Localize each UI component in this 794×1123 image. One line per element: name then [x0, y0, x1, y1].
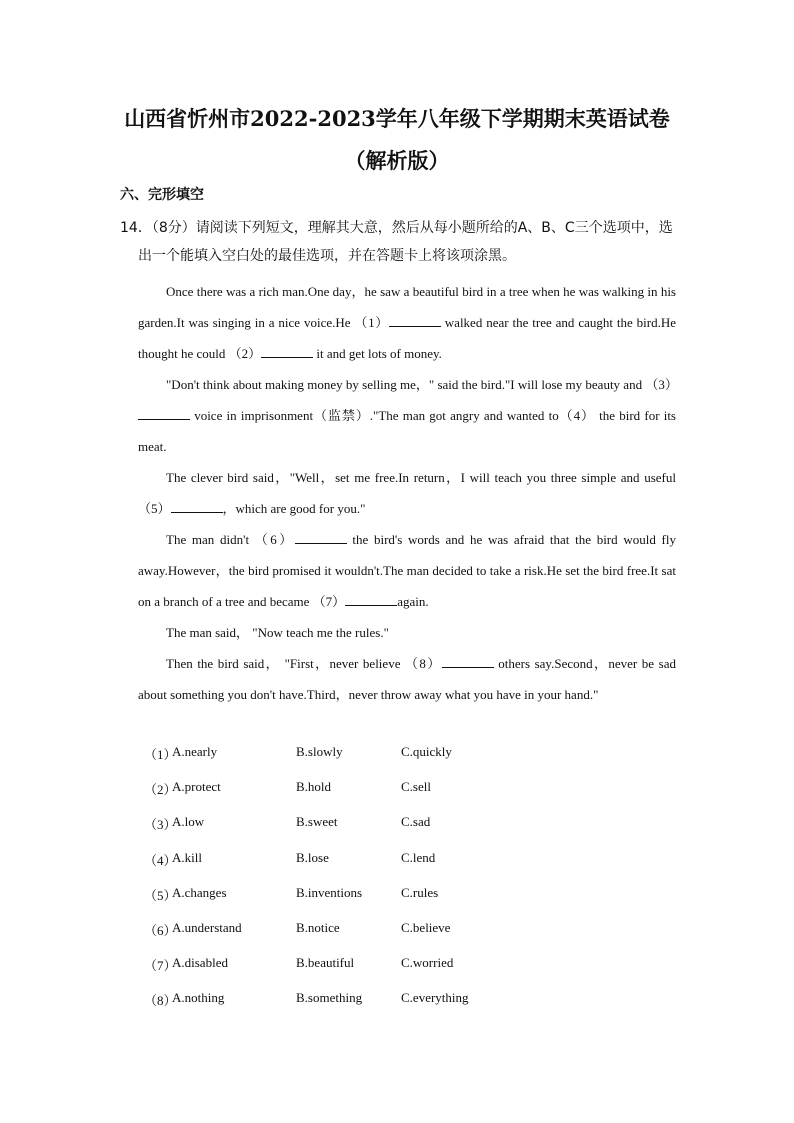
option-b: B.notice: [296, 919, 340, 935]
paragraph-text: The man said， "Now teach me the rules.": [166, 625, 389, 640]
option-b: B.beautiful: [296, 955, 355, 971]
option-number: （8）: [144, 993, 177, 1009]
option-c: C.believe: [401, 919, 451, 935]
option-b: B.something: [296, 990, 363, 1006]
section-heading: 六、完形填空: [120, 187, 204, 203]
option-number: （6）: [144, 922, 177, 938]
paragraph: [138, 369, 676, 462]
paragraph-text: others say.Second，never be sad about something you don't have.Third，never throw away what you have in your hand.": [138, 656, 676, 702]
option-number: （4）: [144, 852, 177, 868]
paragraph: [138, 524, 676, 617]
paragraph-text: ，which are good for you.": [222, 501, 366, 516]
question-header: [120, 214, 676, 270]
paragraph-text: The clever bird said，"Well，set me free.In return，I will teach you three simple and useful （5）: [138, 470, 676, 516]
option-b: B.sweet: [296, 814, 338, 830]
option-a: A.understand: [172, 919, 242, 935]
option-number: （7）: [144, 958, 177, 974]
paragraph-text: Then the bird said， "First，never believe （8）: [166, 656, 442, 671]
option-a: A.kill: [172, 849, 202, 865]
answer-blank: [261, 343, 313, 358]
answer-blank: [389, 312, 441, 327]
paragraph: [138, 617, 676, 648]
option-a: A.changes: [172, 884, 227, 900]
option-c: C.quickly: [401, 744, 452, 759]
option-c: C.sad: [401, 814, 431, 830]
paragraph-text: the bird's words and he was afraid that the bird would fly away.However，the bird promised it wouldn't.The man decided to take a risk.He set the bird free.It sat on a branch of a tree and became （7）: [138, 532, 676, 609]
option-number: （5）: [144, 887, 177, 903]
option-c: C.lend: [401, 849, 436, 865]
instruction-line-2: 出一个能填入空白处的最佳选项，并在答题卡上将该项涂黑。: [138, 248, 516, 264]
option-b: B.lose: [296, 849, 329, 865]
option-b: B.inventions: [296, 884, 363, 900]
option-a: A.protect: [172, 779, 221, 795]
paragraph-text: it and get lots of money.: [313, 346, 442, 361]
answer-blank: [138, 405, 190, 420]
option-number: （2）: [144, 782, 177, 798]
option-a: A.disabled: [172, 955, 228, 971]
page-title: 山西省忻州市2022-2023学年八年级下学期期末英语试卷（解析版）: [124, 106, 670, 173]
option-a: A.nothing: [172, 990, 225, 1006]
option-c: C.sell: [401, 779, 431, 795]
cloze-passage: [138, 276, 676, 710]
answer-blank: [171, 498, 223, 513]
option-b: B.slowly: [296, 744, 343, 759]
paragraph: [138, 462, 676, 524]
question-number: 14．（8分）: [120, 220, 196, 236]
option-c: C.rules: [401, 884, 439, 900]
paragraph: [138, 648, 676, 710]
paragraph: [138, 276, 676, 369]
option-a: A.nearly: [172, 744, 218, 759]
paragraph-text: walked near the tree and caught the bird.He thought he could （2）: [138, 315, 676, 361]
paragraph-text: again.: [397, 594, 429, 609]
instruction-line-1: 请阅读下列短文，理解其大意，然后从每小题所给的A、B、C三个选项中，选: [195, 220, 673, 236]
paragraph-text: The man didn't （6）: [166, 532, 295, 547]
option-a: A.low: [172, 814, 205, 830]
answer-blank: [442, 653, 494, 668]
option-b: B.hold: [296, 779, 332, 795]
paragraph-text: voice in imprisonment（监禁）."The man got angry and wanted to（4） the bird for its meat.: [138, 408, 676, 454]
paragraph-text: "Don't think about making money by selling me，" said the bird."I will lose my beauty and （3）: [166, 377, 678, 392]
paragraph-text: Once there was a rich man.One day，he saw a beautiful bird in a tree when he was walking in his garden.It was singing in a nice voice.He （1）: [138, 284, 676, 330]
option-number: （1）: [144, 747, 177, 762]
option-c: C.worried: [401, 955, 454, 971]
option-c: C.everything: [401, 990, 469, 1006]
answer-blank: [295, 529, 347, 544]
answer-blank: [345, 591, 397, 606]
option-number: （3）: [144, 817, 177, 833]
